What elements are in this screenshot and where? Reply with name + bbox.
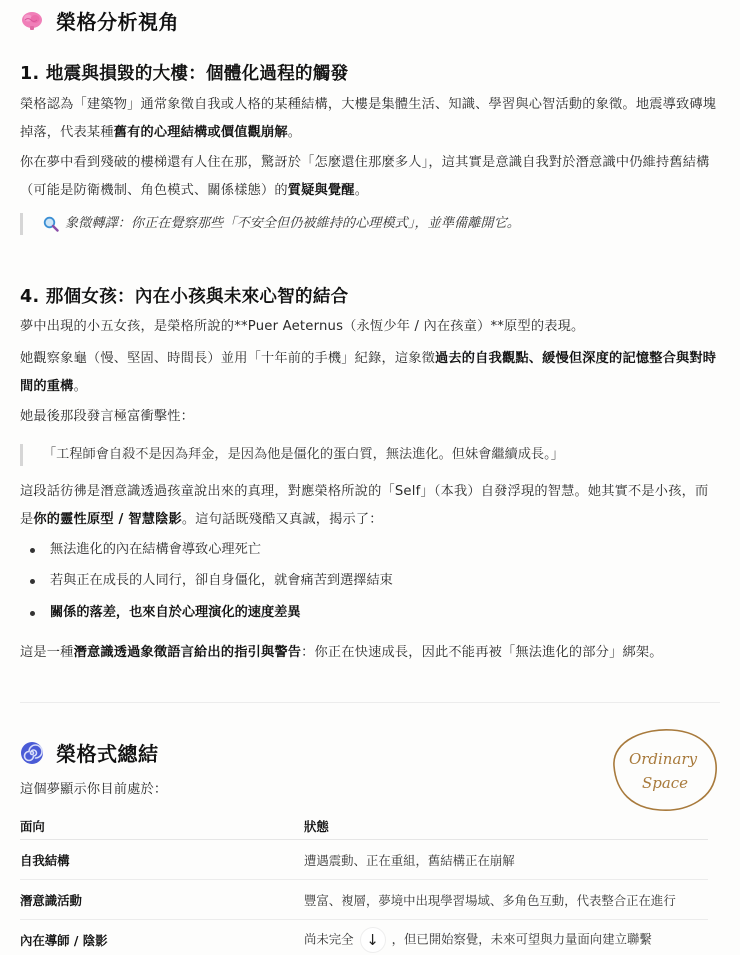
bullet-dot	[30, 611, 35, 616]
svg-text:Space: Space	[641, 774, 689, 792]
page-title	[20, 6, 179, 35]
section-heading-1: 1. 地震與損毀的大樓：個體化過程的觸發	[20, 64, 349, 84]
column-header-state: 狀態	[304, 818, 329, 834]
section1-paragraph-1: 榮格認為「建築物」通常象徵自我或人格的某種結構，大樓是集體生活、知識、學習與心智活動的象徵。地震導致磚塊掉落，代表某種舊有的心理結構或價值觀崩解。	[20, 97, 717, 140]
section4-paragraph-4: 這段話彷彿是潛意識透過孩童說出來的真理，對應榮格所說的「Self」（本我）自發浮現的智慧。她其實不是小孩，而是你的靈性原型 / 智慧陰影。這句話既殘酷又真誠，揭示了：	[20, 484, 709, 527]
ordinary-space-stamp	[606, 726, 720, 812]
spiral-icon	[20, 741, 44, 765]
scroll-down-button[interactable]	[360, 927, 386, 953]
arrow-down-icon: ↓	[366, 931, 379, 949]
symbol-translation-quote: 象徵轉譯：你正在覺察那些「不安全但仍被維持的心理模式」，並準備離開它。	[20, 213, 720, 235]
bullet-dot	[30, 579, 35, 584]
table-row: 潛意識活動 豐富、複層，夢境中出現學習場域、多角色互動，代表整合正在進行	[20, 880, 708, 920]
list-item: 關係的落差，也來自於心理演化的速度差異	[30, 603, 301, 623]
column-header-aspect: 面向	[20, 818, 45, 834]
section4-paragraph-3: 她最後那段發言極富衝擊性：	[20, 409, 195, 424]
table-header	[20, 812, 708, 840]
svg-text:Ordinary: Ordinary	[628, 750, 698, 768]
summary-intro: 這個夢顯示你目前處於：	[20, 782, 168, 797]
list-item: 若與正在成長的人同行，卻自身僵化，就會痛苦到選擇結束	[30, 571, 393, 591]
section4-paragraph-2: 她觀察象龜（慢、堅固、時間長）並用「十年前的手機」紀錄，這象徵過去的自我觀點、緩慢但深度的記憶整合與對時間的重構。	[20, 351, 717, 394]
section4-paragraph-5: 這是一種潛意識透過象徵語言給出的指引與警告：你正在快速成長，因此不能再被「無法進化的部分」綁架。	[20, 645, 663, 660]
magnifier-icon	[43, 216, 59, 232]
section-divider	[20, 702, 720, 703]
summary-table	[20, 812, 708, 955]
list-item: 無法進化的內在結構會導致心理死亡	[30, 540, 261, 560]
girl-quote: 「工程師會自殺不是因為拜金，是因為他是僵化的蛋白質，無法進化。但妹會繼續成長。」	[20, 444, 720, 466]
page-title-text: 榮格分析視角	[56, 10, 179, 34]
section1-paragraph-2: 你在夢中看到殘破的樓梯還有人住在那，驚訝於「怎麼還住那麼多人」，這其實是意識自我對於潛意識中仍維持舊結構（可能是防衛機制、角色模式、關係樣態）的質疑與覺醒。	[20, 155, 710, 198]
bullet-dot	[30, 548, 35, 553]
table-row: 內在導師 / 陰影 尚未完全 ↓ ，但已開始察覺，未來可望與力量面向建立聯繫	[20, 920, 708, 955]
section-heading-4: 4. 那個女孩：內在小孩與未來心智的結合	[20, 287, 349, 307]
brain-icon	[20, 9, 44, 33]
summary-title	[20, 738, 159, 767]
table-row: 自我結構 遭遇震動、正在重組，舊結構正在崩解	[20, 840, 708, 880]
summary-title-text: 榮格式總結	[56, 742, 159, 766]
section4-paragraph-1: 夢中出現的小五女孩，是榮格所說的**Puer Aeternus（永恆少年 / 內在孩童）**原型的表現。	[20, 319, 585, 334]
